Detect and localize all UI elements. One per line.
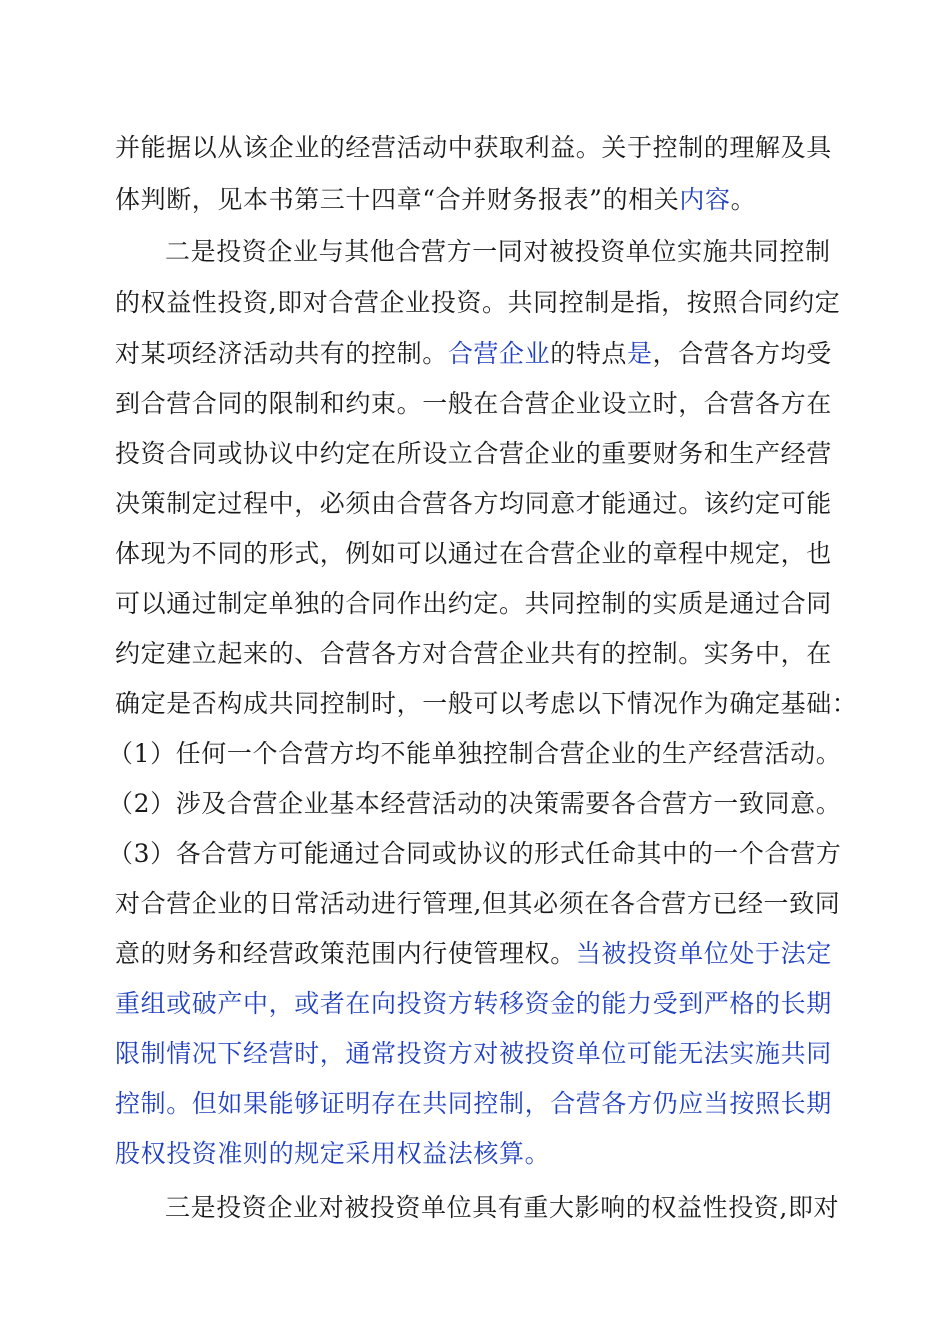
text-line-4 — [115, 286, 855, 320]
text-line-2 — [115, 183, 855, 217]
text-line-6 — [115, 387, 855, 421]
text-segment: 投资合同或协议中约定在所设立合营企业的重要财务和生产经营 — [115, 439, 832, 468]
text-segment: 可以通过制定单独的合同作出约定。共同控制的实质是通过合同 — [115, 589, 832, 618]
text-line-17 — [115, 937, 855, 971]
text-segment: 体现为不同的形式，例如可以通过在合营企业的章程中规定，也 — [115, 539, 832, 568]
text-segment: 确定是否构成共同控制时，一般可以考虑以下情况作为确定基础： — [115, 689, 858, 718]
text-line-13 — [108, 737, 848, 771]
text-segment: 决策制定过程中，必须由合营各方均同意才能通过。该约定可能 — [115, 489, 832, 518]
text-segment: 的特点 — [550, 339, 628, 368]
text-segment: 对合营企业的日常活动进行管理,但其必须在各合营方已经一致同 — [115, 889, 841, 918]
text-segment: ，合营各方均受 — [652, 339, 832, 368]
link-bankruptcy-note[interactable]: 当被投资单位处于法定 — [575, 939, 832, 968]
text-line-15 — [108, 837, 848, 871]
text-segment: （2）涉及合营企业基本经营活动的决策需要各合营方一致同意。 — [108, 789, 842, 818]
text-line-18[interactable] — [115, 987, 855, 1021]
link-bankruptcy-note[interactable]: 控制。但如果能够证明存在共同控制，合营各方仍应当按照长期 — [115, 1089, 832, 1118]
link-content[interactable]: 内容 — [679, 185, 731, 214]
text-line-11 — [115, 637, 855, 671]
text-line-10 — [115, 587, 855, 621]
text-line-8 — [115, 487, 855, 521]
text-segment: 约定建立起来的、合营各方对合营企业共有的控制。实务中，在 — [115, 639, 832, 668]
text-segment: 体判断，见本书第三十四章“合并财务报表”的相关 — [115, 185, 680, 214]
link-joint-venture[interactable]: 合营企业 — [447, 339, 551, 368]
text-segment: 。 — [730, 185, 757, 214]
text-line-7 — [115, 437, 855, 471]
text-line-9 — [115, 537, 855, 571]
text-segment: 三是投资企业对被投资单位具有重大影响的权益性投资,即对 — [165, 1193, 840, 1222]
text-line-16 — [115, 887, 855, 921]
text-line-22 — [165, 1191, 905, 1225]
text-segment: 意的财务和经营政策范围内行使管理权。 — [115, 939, 576, 968]
text-segment: 并能据以从该企业的经营活动中获取利益。关于控制的理解及具 — [115, 133, 832, 162]
text-line-14 — [108, 787, 848, 821]
link-bankruptcy-note[interactable]: 重组或破产中，或者在向投资方转移资金的能力受到严格的长期 — [115, 989, 832, 1018]
text-line-19[interactable] — [115, 1037, 855, 1071]
text-line-12 — [115, 687, 858, 721]
text-line-5 — [115, 337, 855, 371]
text-segment: （3）各合营方可能通过合同或协议的形式任命其中的一个合营方 — [108, 839, 842, 868]
link-bankruptcy-note[interactable]: 股权投资准则的规定采用权益法核算。 — [115, 1139, 551, 1168]
text-segment: 对某项经济活动共有的控制。 — [115, 339, 448, 368]
text-line-3 — [165, 235, 905, 269]
text-line-21[interactable] — [115, 1137, 855, 1171]
link-is[interactable]: 是 — [627, 339, 653, 368]
text-line-20[interactable] — [115, 1087, 855, 1121]
text-segment: （1）任何一个合营方均不能单独控制合营企业的生产经营活动。 — [108, 739, 842, 768]
text-segment: 到合营合同的限制和约束。一般在合营企业设立时，合营各方在 — [115, 389, 832, 418]
text-segment: 二是投资企业与其他合营方一同对被投资单位实施共同控制 — [165, 237, 831, 266]
text-segment: 的权益性投资,即对合营企业投资。共同控制是指，按照合同约定 — [115, 288, 841, 317]
link-bankruptcy-note[interactable]: 限制情况下经营时，通常投资方对被投资单位可能无法实施共同 — [115, 1039, 832, 1068]
text-line-1 — [115, 131, 855, 165]
